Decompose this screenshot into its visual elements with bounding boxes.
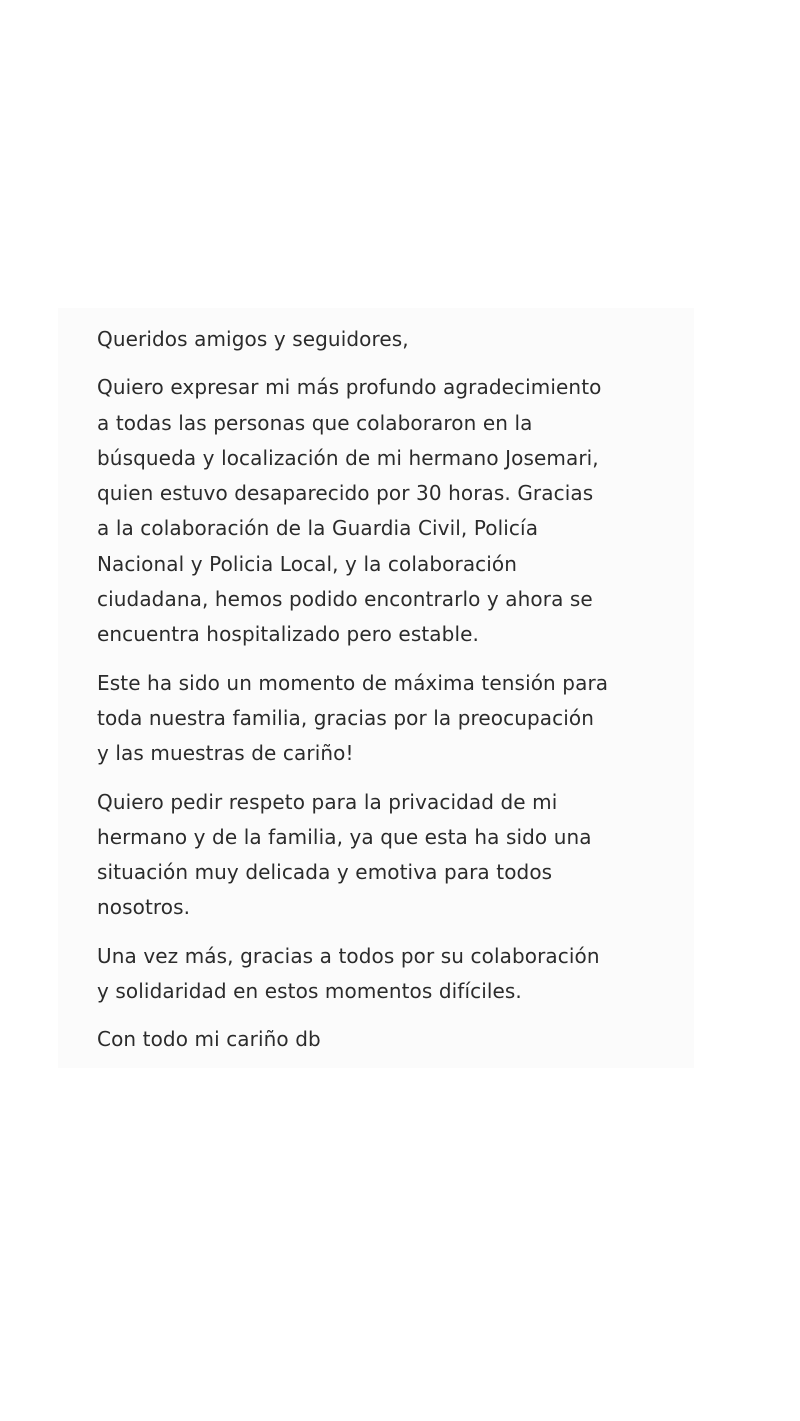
paragraph-line: y solidaridad en estos momentos difíciles. (97, 979, 522, 1004)
paragraph-line: hermano y de la familia, ya que esta ha sido una (97, 824, 592, 849)
closing-signature: Con todo mi cariño db (97, 1027, 321, 1052)
paragraph-privacy (97, 785, 674, 926)
paragraph-line: encuentra hospitalizado pero estable. (97, 622, 479, 647)
paragraph-line: toda nuestra familia, gracias por la preocupación (97, 705, 595, 730)
note-card (58, 308, 694, 1068)
paragraph-line: y las muestras de cariño! (97, 741, 354, 766)
paragraph-line: a todas las personas que colaboraron en la (97, 410, 533, 435)
paragraph-line: Nacional y Policia Local, y la colaboración (97, 551, 518, 576)
paragraph-line: situación muy delicada y emotiva para todos (97, 860, 553, 885)
paragraph-line: quien estuvo desaparecido por 30 horas. Gracias (97, 481, 594, 506)
paragraph-line: Quiero pedir respeto para la privacidad de mi (97, 789, 558, 814)
greeting-text: Queridos amigos y seguidores, (97, 327, 409, 351)
paragraph-line: ciudadana, hemos podido encontrarlo y ahora se (97, 587, 593, 612)
paragraph-thanks (97, 939, 674, 1010)
paragraph-line: nosotros. (97, 895, 191, 920)
paragraph-line: Este ha sido un momento de máxima tensión para (97, 670, 609, 695)
paragraph-gratitude (97, 370, 674, 652)
paragraph-line: búsqueda y localización de mi hermano Josemari, (97, 445, 599, 470)
paragraph-line: Una vez más, gracias a todos por su colaboración (97, 943, 600, 968)
paragraph-tension (97, 666, 674, 772)
paragraph-line: a la colaboración de la Guardia Civil, Policía (97, 516, 539, 541)
paragraph-line: Quiero expresar mi más profundo agradecimiento (97, 375, 602, 400)
